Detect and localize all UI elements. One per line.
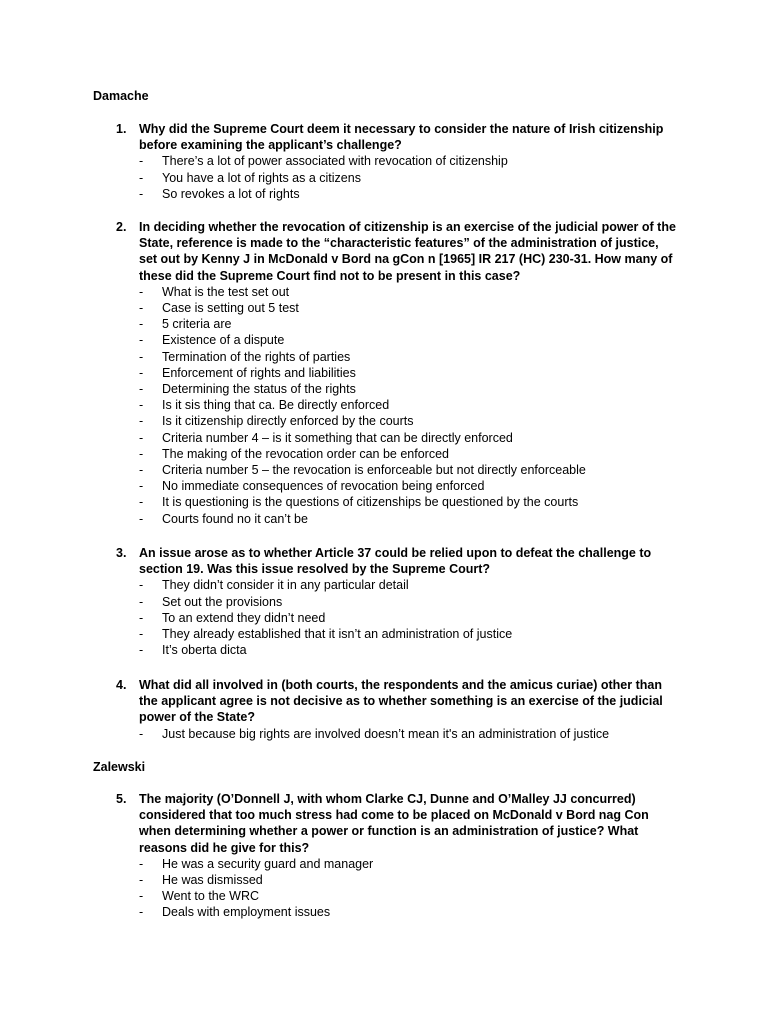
answer-item — [116, 446, 676, 462]
dash-bullet-icon: - — [139, 479, 144, 494]
answer-text: You have a lot of rights as a citizens — [162, 170, 361, 185]
answer-text: The making of the revocation order can be enforced — [162, 446, 449, 461]
answer-list — [116, 726, 676, 742]
answer-text: Enforcement of rights and liabilities — [162, 365, 356, 380]
dash-bullet-icon: - — [139, 301, 144, 316]
answer-item — [116, 511, 676, 527]
section-heading-damache: Damache — [93, 89, 149, 103]
dash-bullet-icon: - — [139, 594, 144, 609]
answer-item — [116, 494, 676, 510]
answer-item — [116, 381, 676, 397]
answer-item — [116, 872, 676, 888]
answer-item — [116, 397, 676, 413]
dash-bullet-icon: - — [139, 430, 144, 445]
question-text: Why did the Supreme Court deem it necessary to consider the nature of Irish citizenship before examining the applicant’s challenge? — [139, 122, 664, 153]
question-number: 3. — [116, 546, 127, 560]
dash-bullet-icon: - — [139, 349, 144, 364]
answer-item — [116, 726, 676, 742]
dash-bullet-icon: - — [139, 463, 144, 478]
dash-bullet-icon: - — [139, 382, 144, 397]
answer-list — [116, 153, 676, 202]
dash-bullet-icon: - — [139, 365, 144, 380]
dash-bullet-icon: - — [139, 873, 144, 888]
question-3 — [116, 545, 676, 658]
question-number: 4. — [116, 678, 127, 692]
dash-bullet-icon: - — [139, 578, 144, 593]
question-text: The majority (O’Donnell J, with whom Clarke CJ, Dunne and O’Malley JJ concurred) considered that too much stress had come to be placed on McDonald v Bord nag Con when determining whether a power or function is an administration of justice? What reasons did he give for this? — [139, 792, 649, 855]
answer-list — [116, 577, 676, 658]
answer-text: Determining the status of the rights — [162, 382, 356, 397]
question-number: 5. — [116, 792, 127, 806]
answer-text: They didn’t consider it in any particular detail — [162, 578, 409, 593]
answer-item — [116, 462, 676, 478]
dash-bullet-icon: - — [139, 446, 144, 461]
dash-bullet-icon: - — [139, 414, 144, 429]
answer-text: Termination of the rights of parties — [162, 349, 351, 364]
answer-text: To an extend they didn’t need — [162, 610, 326, 625]
answer-text: Criteria number 4 – is it something that can be directly enforced — [162, 430, 513, 445]
dash-bullet-icon: - — [139, 511, 144, 526]
answer-text: They already established that it isn’t an administration of justice — [162, 627, 513, 642]
answer-item — [116, 430, 676, 446]
dash-bullet-icon: - — [139, 856, 144, 871]
answer-item — [116, 170, 676, 186]
answer-text: Deals with employment issues — [162, 905, 331, 920]
question-1 — [116, 121, 676, 202]
answer-text: He was dismissed — [162, 873, 263, 888]
answer-text: No immediate consequences of revocation being enforced — [162, 479, 485, 494]
answer-text: Case is setting out 5 test — [162, 301, 299, 316]
question-5 — [116, 791, 676, 921]
question-number: 2. — [116, 220, 127, 234]
answer-text: It’s oberta dicta — [162, 643, 247, 658]
answer-text: Courts found no it can’t be — [162, 511, 308, 526]
answer-item — [116, 856, 676, 872]
answer-item — [116, 413, 676, 429]
dash-bullet-icon: - — [139, 643, 144, 658]
dash-bullet-icon: - — [139, 170, 144, 185]
answer-item — [116, 642, 676, 658]
dash-bullet-icon: - — [139, 317, 144, 332]
answer-text: What is the test set out — [162, 284, 290, 299]
question-number: 1. — [116, 122, 127, 136]
answer-text: Went to the WRC — [162, 889, 260, 904]
answer-text: He was a security guard and manager — [162, 856, 374, 871]
answer-item — [116, 626, 676, 642]
question-2 — [116, 219, 676, 527]
answer-item — [116, 284, 676, 300]
dash-bullet-icon: - — [139, 333, 144, 348]
answer-item — [116, 349, 676, 365]
answer-text: Is it sis thing that ca. Be directly enforced — [162, 398, 390, 413]
answer-item — [116, 577, 676, 593]
dash-bullet-icon: - — [139, 627, 144, 642]
dash-bullet-icon: - — [139, 284, 144, 299]
question-4 — [116, 677, 676, 742]
answer-item — [116, 332, 676, 348]
dash-bullet-icon: - — [139, 495, 144, 510]
answer-item — [116, 594, 676, 610]
answer-text: There’s a lot of power associated with revocation of citizenship — [162, 154, 508, 169]
answer-item — [116, 888, 676, 904]
dash-bullet-icon: - — [139, 889, 144, 904]
answer-list — [116, 284, 676, 527]
answer-text: It is questioning is the questions of citizenships be questioned by the courts — [162, 495, 579, 510]
answer-item — [116, 316, 676, 332]
dash-bullet-icon: - — [139, 154, 144, 169]
answer-item — [116, 904, 676, 920]
answer-item — [116, 610, 676, 626]
answer-text: Existence of a dispute — [162, 333, 285, 348]
answer-text: Just because big rights are involved doesn’t mean it's an administration of justice — [162, 726, 610, 741]
answer-list — [116, 856, 676, 921]
answer-item — [116, 365, 676, 381]
answer-item — [116, 153, 676, 169]
dash-bullet-icon: - — [139, 905, 144, 920]
dash-bullet-icon: - — [139, 726, 144, 741]
answer-item — [116, 300, 676, 316]
question-text: What did all involved in (both courts, the respondents and the amicus curiae) other than the applicant agree is not decisive as to whether something is an exercise of the judicial power of the State? — [139, 678, 663, 725]
question-text: An issue arose as to whether Article 37 could be relied upon to defeat the challenge to section 19. Was this issue resolved by the Supreme Court? — [139, 546, 652, 577]
dash-bullet-icon: - — [139, 186, 144, 201]
answer-text: Is it citizenship directly enforced by the courts — [162, 414, 414, 429]
answer-text: Set out the provisions — [162, 594, 283, 609]
answer-item — [116, 186, 676, 202]
answer-text: 5 criteria are — [162, 317, 232, 332]
answer-text: Criteria number 5 – the revocation is enforceable but not directly enforceable — [162, 463, 586, 478]
dash-bullet-icon: - — [139, 398, 144, 413]
dash-bullet-icon: - — [139, 610, 144, 625]
answer-item — [116, 478, 676, 494]
answer-text: So revokes a lot of rights — [162, 186, 300, 201]
section-heading-zalewski: Zalewski — [93, 760, 146, 774]
question-text: In deciding whether the revocation of citizenship is an exercise of the judicial power of the State, reference is made to the “characteristic features” of the administration of justice, set out by Kenny J in McDonald v Bord na gCon n [1965] IR 217 (HC) 230-31. How many of these did the Supreme Court find not to be present in this case? — [139, 220, 676, 283]
